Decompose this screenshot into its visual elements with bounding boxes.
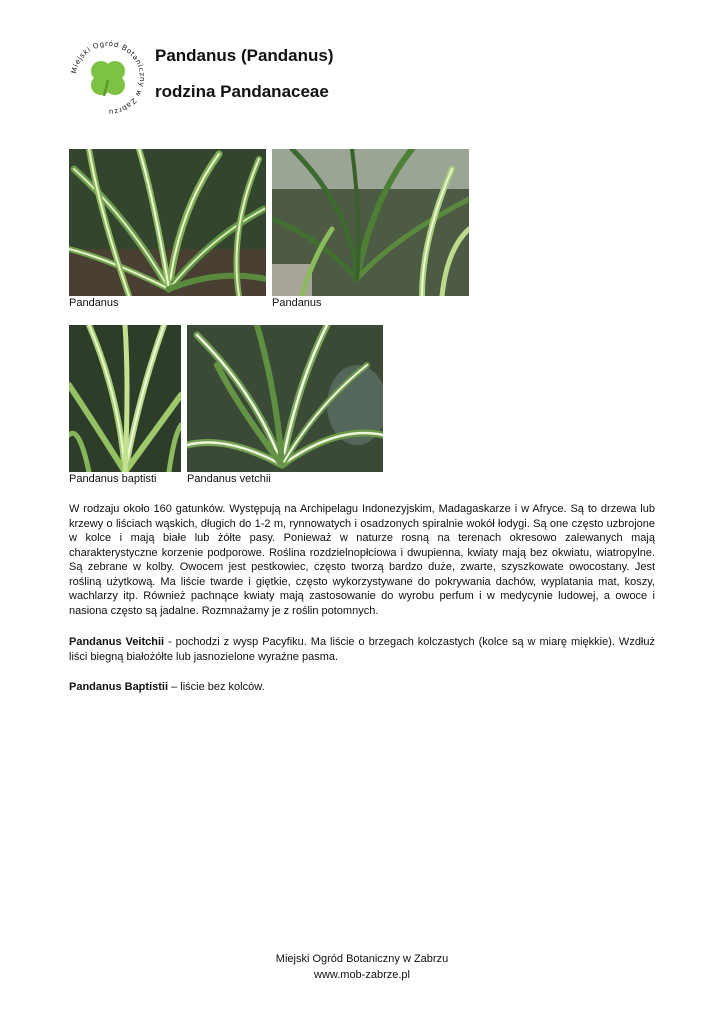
clover-icon bbox=[91, 61, 125, 96]
photo-caption: Pandanus bbox=[69, 297, 119, 309]
photo-pandanus-2 bbox=[272, 149, 469, 296]
photo-caption: Pandanus bbox=[272, 297, 322, 309]
veitchii-name: Pandanus Veitchii bbox=[69, 636, 165, 648]
veitchii-description: - pochodzi z wysp Pacyfiku. Ma liście o brzegach kolczastych (kolce są w miarę miękkie). Wzdłuż liści biegną białożółte lub jasnozielone wyraźne pasma. bbox=[69, 636, 655, 663]
photo-caption: Pandanus baptisti bbox=[69, 473, 157, 485]
veitchii-paragraph bbox=[69, 635, 655, 664]
garden-logo bbox=[68, 38, 148, 118]
page-title: Pandanus (Pandanus) bbox=[155, 46, 334, 65]
photo-pandanus-baptisti bbox=[69, 325, 181, 472]
photo-caption: Pandanus vetchii bbox=[187, 473, 271, 485]
photo-pandanus-vetchii bbox=[187, 325, 383, 472]
logo-text: Miejski Ogród Botaniczny w Zabrzu bbox=[69, 38, 148, 118]
baptistii-description: – liście bez kolców. bbox=[168, 681, 265, 693]
footer-organization: Miejski Ogród Botaniczny w Zabrzu bbox=[275, 953, 449, 965]
baptistii-name: Pandanus Baptistii bbox=[69, 681, 169, 693]
photo-pandanus-1 bbox=[69, 149, 266, 296]
page-subtitle: rodzina Pandanaceae bbox=[155, 82, 329, 101]
footer-website: www.mob-zabrze.pl bbox=[314, 969, 410, 981]
description-paragraph: W rodzaju około 160 gatunków. Występują na Archipelagu Indonezyjskim, Madagaskarze i w Afryce. Są to drzewa lub krzewy o liściach wąskich, długich do 1-2 m, rynnowatych i osadzonych spiralnie wokół łodygi. Są one często uzbrojone w kolce i mają białe lub żółte pasy. Ponieważ w naturze rosną na terenach okresowo zalewanych mają charakterystyczne korzenie podporowe. Roślina rozdzielnopłciowa i dwupienna, kwiaty mają bez okwiatu, wiatropylne. Są zebrane w kolby. Owocem jest pestkowiec, często tworzą bardzo duże, zwarte, szyszkowate owocostany. Jest rośliną użytkową. Ma liście twarde i giętkie, często wykorzystywane do pokrywania dachów, wyplatania mat, koszy, wachlarzy itp. Również pachnące kwiaty mają zastosowanie do wyrobu perfum i w medycynie ludowej, a owoce i nasiona często są jadalne. Rozmnażamy je z roślin potomnych. bbox=[69, 503, 655, 617]
baptistii-paragraph bbox=[69, 680, 655, 695]
